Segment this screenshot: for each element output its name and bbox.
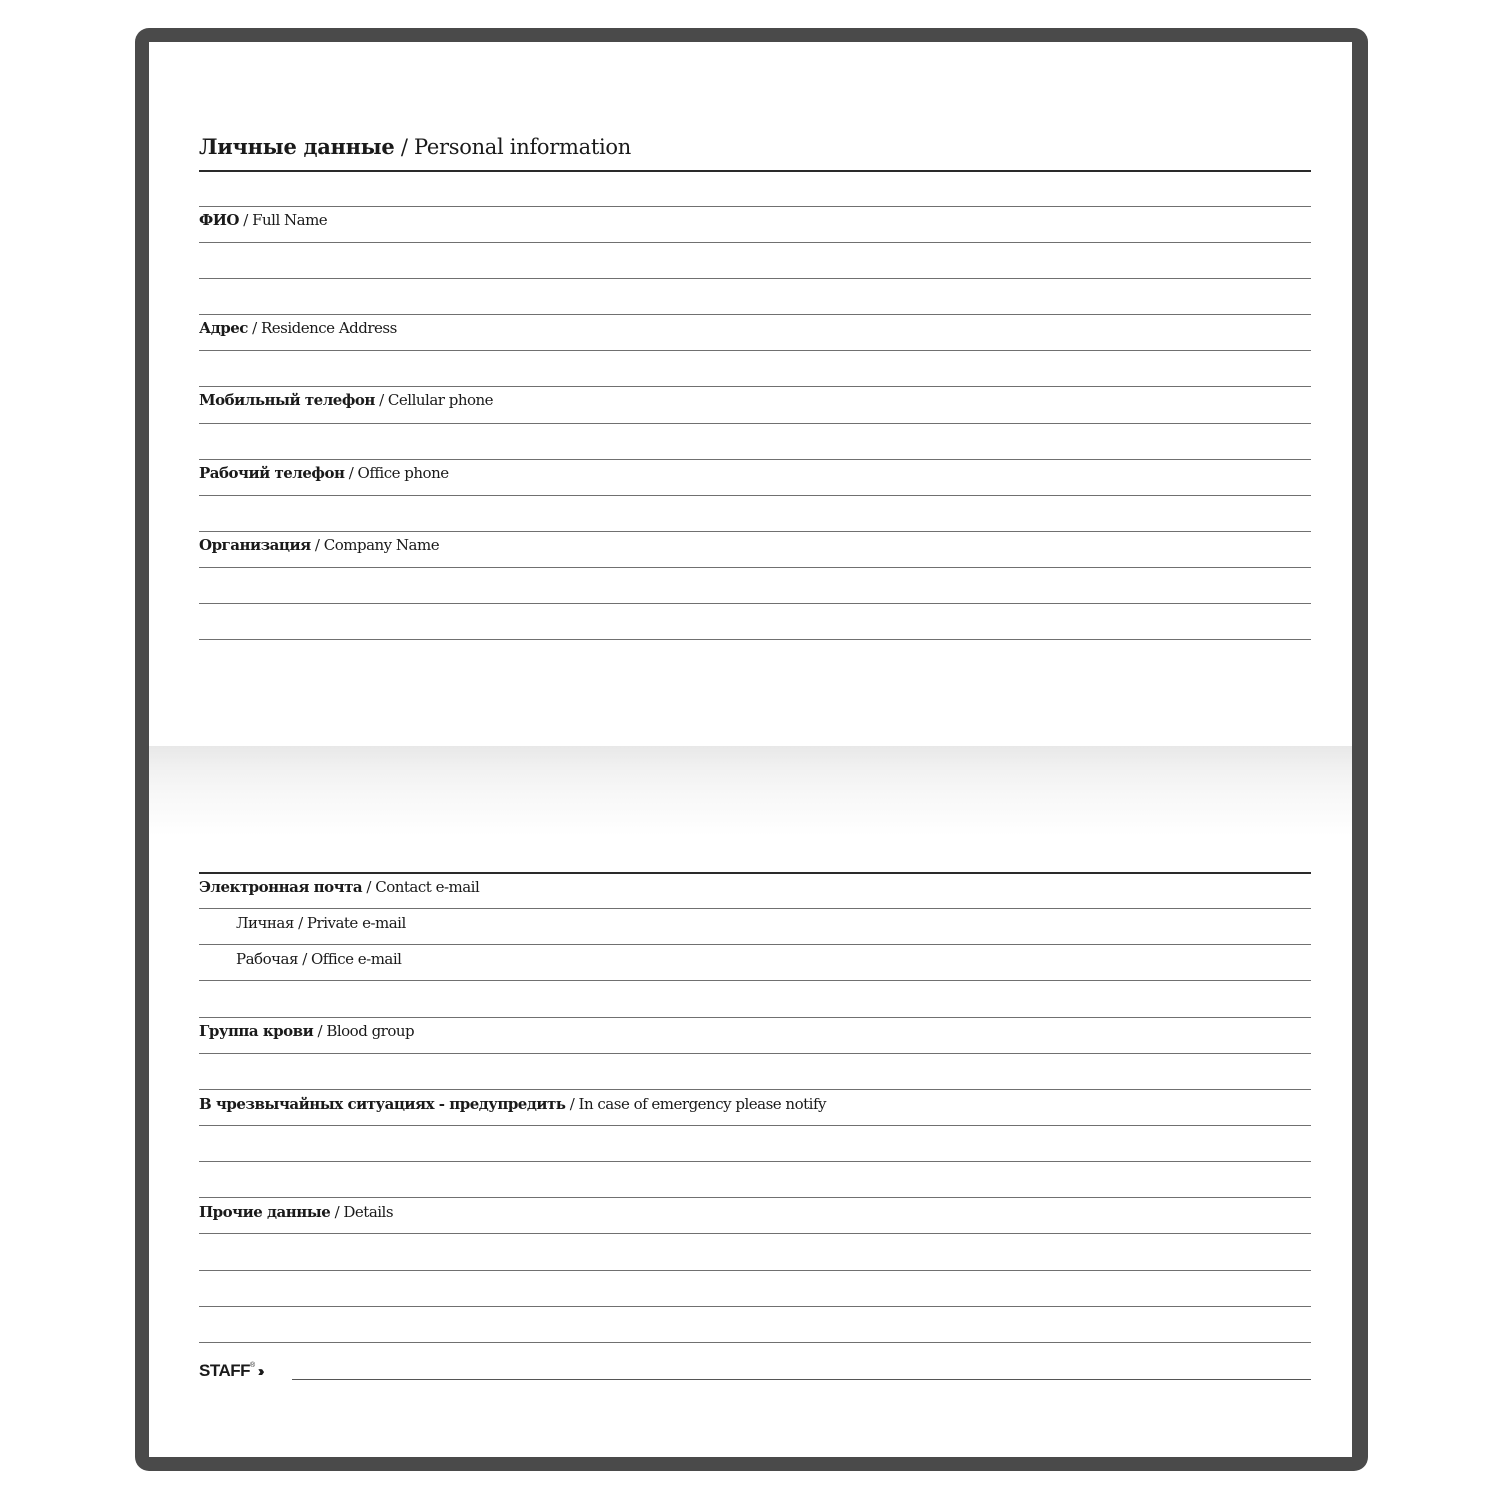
details-line[interactable] — [199, 1233, 1311, 1234]
ruled-line[interactable] — [199, 1342, 1311, 1343]
blood-group-line[interactable] — [199, 1053, 1311, 1054]
ruled-line[interactable] — [199, 278, 1311, 279]
address-label: Адрес / Residence Address — [199, 319, 397, 337]
ruled-line — [199, 531, 1311, 532]
private-email-line[interactable] — [199, 944, 1311, 945]
ruled-line — [199, 459, 1311, 460]
private-email-label: Личная / Private e-mail — [236, 914, 406, 932]
chevrons-icon: ››› — [257, 1363, 261, 1380]
page-title: Личные данные / Personal information — [199, 134, 631, 159]
emergency-label: В чрезвычайных ситуациях - предупредить / In case of emergency please notify — [199, 1095, 826, 1113]
emergency-line[interactable] — [199, 1125, 1311, 1126]
mobile-phone-label: Мобильный телефон / Cellular phone — [199, 391, 494, 409]
ruled-line[interactable] — [199, 1306, 1311, 1307]
notebook-page — [149, 42, 1352, 1457]
company-label: Организация / Company Name — [199, 536, 440, 554]
email-label: Электронная почта / Contact e-mail — [199, 878, 480, 896]
staff-logo: STAFF® ››› — [199, 1361, 261, 1380]
office-phone-line[interactable] — [199, 495, 1311, 496]
ruled-line — [199, 1089, 1311, 1090]
footer-line[interactable] — [292, 1379, 1311, 1380]
office-phone-label: Рабочий телефон / Office phone — [199, 464, 449, 482]
ruled-line — [199, 908, 1311, 909]
ruled-line[interactable] — [199, 1270, 1311, 1271]
blood-group-label: Группа крови / Blood group — [199, 1022, 415, 1040]
ruled-line — [199, 314, 1311, 315]
details-label: Прочие данные / Details — [199, 1203, 394, 1221]
company-line[interactable] — [199, 567, 1311, 568]
full-name-label: ФИО / Full Name — [199, 211, 328, 229]
ruled-line — [199, 1197, 1311, 1198]
ruled-line[interactable] — [199, 639, 1311, 640]
ruled-line — [199, 1017, 1311, 1018]
title-rule — [199, 170, 1311, 172]
ruled-line[interactable] — [199, 603, 1311, 604]
office-email-line[interactable] — [199, 980, 1311, 981]
ruled-line — [199, 206, 1311, 207]
ruled-line[interactable] — [199, 1161, 1311, 1162]
full-name-line[interactable] — [199, 242, 1311, 243]
office-email-label: Рабочая / Office e-mail — [236, 950, 402, 968]
ruled-line — [199, 386, 1311, 387]
page-fold-shadow — [149, 746, 1352, 836]
section-rule — [199, 872, 1311, 874]
mobile-phone-line[interactable] — [199, 423, 1311, 424]
address-line[interactable] — [199, 350, 1311, 351]
